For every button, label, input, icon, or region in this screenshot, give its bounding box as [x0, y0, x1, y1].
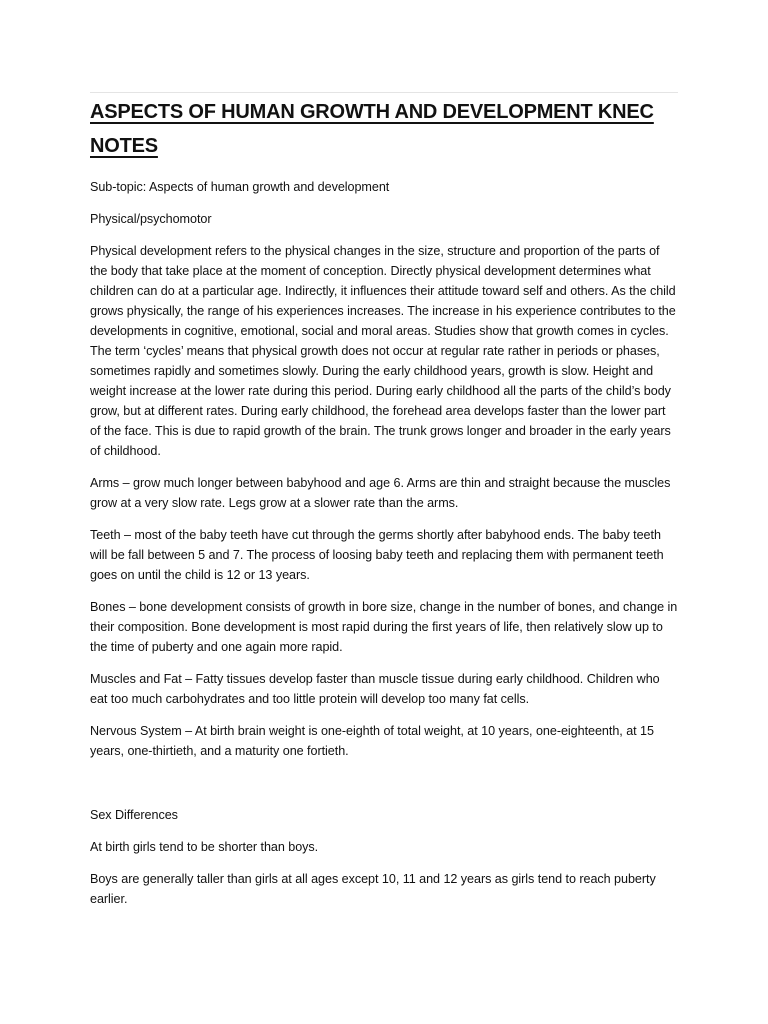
paragraph-birth-height: At birth girls tend to be shorter than boys.	[90, 840, 319, 854]
subtopic-line: Sub-topic: Aspects of human growth and development	[90, 180, 390, 194]
paragraph-taller-boys: Boys are generally taller than girls at all ages except 10, 11 and 12 years as girls tend to reach puberty earlier.	[90, 872, 656, 906]
section-heading-physical: Physical/psychomotor	[90, 212, 212, 226]
paragraph-nervous-system: Nervous System – At birth brain weight is one-eighth of total weight, at 10 years, one-eighteenth, at 15 years, one-thirtieth, and a maturity one fortieth.	[90, 724, 654, 758]
paragraph-bones: Bones – bone development consists of growth in bore size, change in the number of bones, and change in their composition. Bone development is most rapid during the first years of life, then relatively slow up to the time of puberty and one again more rapid.	[90, 600, 678, 654]
document-title: ASPECTS OF HUMAN GROWTH AND DEVELOPMENT KNEC NOTES	[90, 101, 654, 157]
blank-line	[90, 773, 678, 805]
section-heading-sex-differences: Sex Differences	[90, 808, 178, 822]
paragraph-teeth: Teeth – most of the baby teeth have cut through the germs shortly after babyhood ends. The baby teeth will be fall between 5 and 7. The process of loosing baby teeth and replacing them with permanent teeth goes on until the child is 12 or 13 years.	[90, 528, 664, 582]
document-page	[90, 92, 678, 921]
paragraph-physical-development: Physical development refers to the physical changes in the size, structure and proportion of the parts of the body that take place at the moment of conception. Directly physical development determines what children can do at a particular age. Indirectly, it influences their attitude toward self and others. As the child grows physically, the range of his experiences increases. The increase in his experience contributes to the developments in cognitive, emotional, social and moral areas. Studies show that growth comes in cycles. The term ‘cycles’ means that physical growth does not occur at regular rate rather in periods or phases, sometimes rapidly and sometimes slowly. During the early childhood years, growth is slow. Height and weight increase at the lower rate during this period. During early childhood all the parts of the child’s body grow, but at different rates. During early childhood, the forehead area develops faster than the lower part of the face. This is due to rapid growth of the brain. The trunk grows longer and broader in the early years of childhood.	[90, 244, 676, 458]
top-divider	[90, 92, 678, 93]
paragraph-muscles-fat: Muscles and Fat – Fatty tissues develop faster than muscle tissue during early childhood. Children who eat too much carbohydrates and too little protein will develop too many fat cells.	[90, 672, 660, 706]
paragraph-arms: Arms – grow much longer between babyhood and age 6. Arms are thin and straight because the muscles grow at a very slow rate. Legs grow at a slower rate than the arms.	[90, 476, 671, 510]
